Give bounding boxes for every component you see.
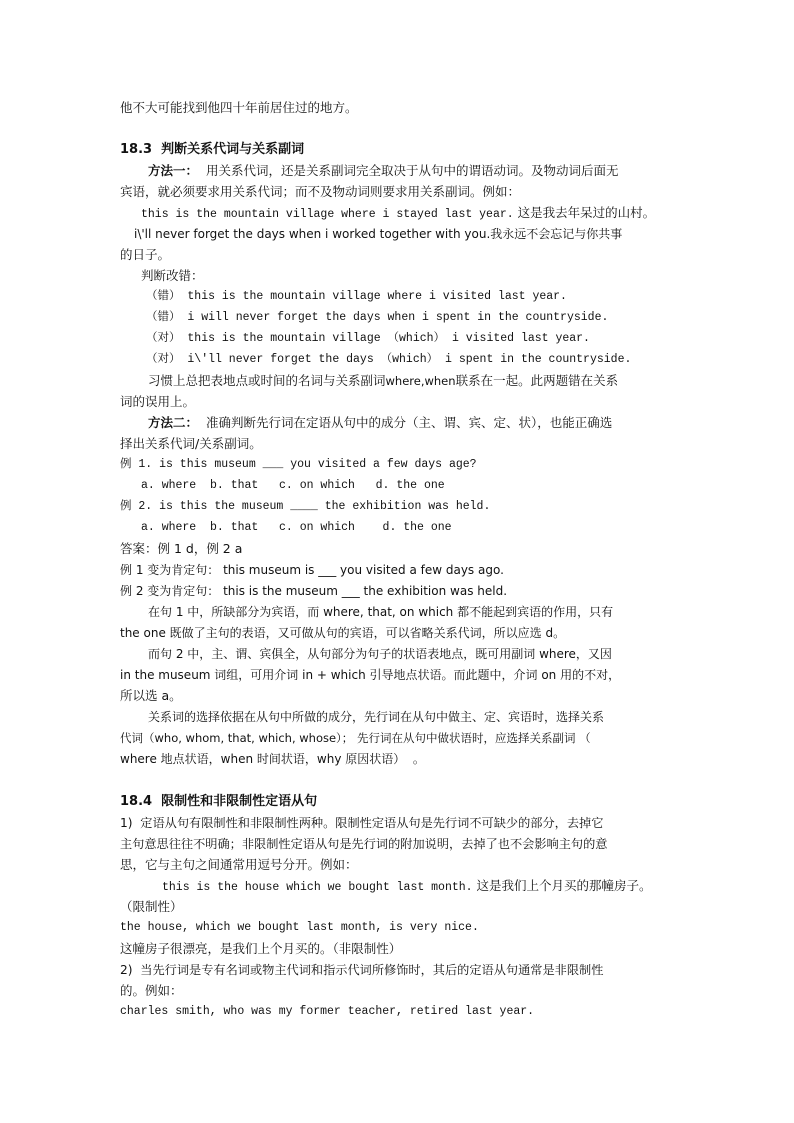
example-2-continuation: 的日子。 <box>120 247 171 262</box>
sec184-line-4: 2) 当先行词是专有名词或物主代词和指示代词所修饰时，其后的定语从句通常是非限制性 <box>120 963 604 977</box>
example-1-en: this is the mountain village where i stayed last year. <box>141 208 514 221</box>
habit-line-2: 词的误用上。 <box>120 394 196 409</box>
explain-3-b: 代词（who, whom, that, which, whose）； 先行词在从句中做状语时，应选择关系副词 （ <box>120 731 591 745</box>
sec184-example-3-en: charles smith, who was my former teacher, retired last year. <box>120 1005 535 1018</box>
method-one-line <box>148 161 618 181</box>
example-1-cn: 这是我去年呆过的山村。 <box>513 205 656 220</box>
sec184-example-1-en: this is the house which we bought last month. <box>162 881 473 894</box>
example-1-line <box>141 203 655 225</box>
method-one-text-2: 宾语，就必须要求用关系代词；而不及物动词则要求用关系副词。例如： <box>120 184 521 199</box>
explain-2-a: 而句 2 中，主、谓、宾俱全，从句部分为句子的状语表地点，既可用副词 where，又因 <box>148 647 612 661</box>
sec184-example-2-cn: 这幢房子很漂亮，是我们上个月买的。（非限制性） <box>120 941 402 956</box>
judge-item-1: （错） this is the mountain village where i visited last year. <box>146 290 567 303</box>
explain-3-a: 关系词的选择依据在从句中所做的成分，先行词在从句中做主、定、宾语时，选择关系 <box>148 710 605 724</box>
sec184-line-3: 思，它与主句之间通常用逗号分开。例如： <box>120 857 358 872</box>
convert-2: 例 2 变为肯定句： this is the museum ___ the exhibition was held. <box>120 584 508 598</box>
section-18-3-title: 18.3 判断关系代词与关系副词 <box>120 142 305 157</box>
method-two-line <box>148 413 612 433</box>
judge-item-3: （对） this is the mountain village （which） i visited last year. <box>146 332 590 345</box>
section-18-4-title: 18.4 限制性和非限制性定语从句 <box>120 794 318 809</box>
explain-3-c: where 地点状语，when 时间状语，why 原因状语） 。 <box>120 752 425 766</box>
method-one-label: 方法一： <box>148 163 199 178</box>
judge-label: 判断改错： <box>141 268 204 283</box>
habit-text-a: 习惯上总把表地点或时间的名词与关系副词 <box>148 373 386 388</box>
intro-line: 他不大可能找到他四十年前居住过的地方。 <box>120 100 358 115</box>
answer-line: 答案：例 1 d，例 2 a <box>120 541 243 556</box>
judge-item-4: （对） i\'ll never forget the days （which） i spent in the countryside. <box>146 353 632 366</box>
sec184-example-2-en: the house, which we bought last month, is very nice. <box>120 921 479 934</box>
method-two-text: 准确判断先行词在定语从句中的成分（主、谓、宾、定、状），也能正确选 <box>198 415 613 430</box>
explain-2-c: 所以选 a。 <box>120 688 182 703</box>
example-2-cn: 我永远不会忘记与你共事 <box>490 227 623 241</box>
convert-1: 例 1 变为肯定句： this museum is ___ you visited a few days ago. <box>120 563 504 577</box>
explain-1-a: 在句 1 中，所缺部分为宾语，而 where, that, on which 都不能起到宾语的作用，只有 <box>148 605 614 619</box>
explain-1-b: the one 既做了主句的表语，又可做从句的宾语，可以省略关系代词，所以应选 d。 <box>120 626 566 640</box>
judge-item-2: （错） i will never forget the days when i spent in the countryside. <box>146 311 609 324</box>
method-two-label: 方法二： <box>148 415 199 430</box>
explain-2-b: in the museum 词组，可用介词 in + which 引导地点状语。而此题中，介词 on 用的不对， <box>120 668 621 682</box>
example-2-en: i\'ll never forget the days when i worked together with you. <box>134 227 491 241</box>
question-1-options: a. where b. that c. on which d. the one <box>141 479 445 492</box>
sec184-line-2: 主句意思往往不明确；非限制性定语从句是先行词的附加说明，去掉了也不会影响主句的意 <box>120 837 608 851</box>
habit-line <box>148 371 618 391</box>
sec184-example-1-note: （限制性） <box>120 899 183 914</box>
question-2-options: a. where b. that c. on which d. the one <box>141 521 452 534</box>
question-2: 例 2. is this the museum ____ the exhibition was held. <box>120 500 491 513</box>
method-two-text-2: 择出关系代词/关系副词。 <box>120 436 262 451</box>
sec184-example-1 <box>162 876 652 898</box>
sec184-line-5: 的。例如： <box>120 983 183 998</box>
example-2-line <box>134 224 622 244</box>
sec184-line-1: 1) 定语从句有限制性和非限制性两种。限制性定语从句是先行词不可缺少的部分，去掉它 <box>120 816 604 830</box>
sec184-example-1-cn: 这是我们上个月买的那幢房子。 <box>472 878 652 893</box>
habit-text-c: 联系在一起。此两题错在关系 <box>455 373 619 388</box>
question-1: 例 1. is this museum ___ you visited a few days age? <box>120 458 477 471</box>
method-one-text: 用关系代词，还是关系副词完全取决于从句中的谓语动词。及物动词后面无 <box>198 163 619 178</box>
habit-text-b: where,when <box>385 374 456 388</box>
